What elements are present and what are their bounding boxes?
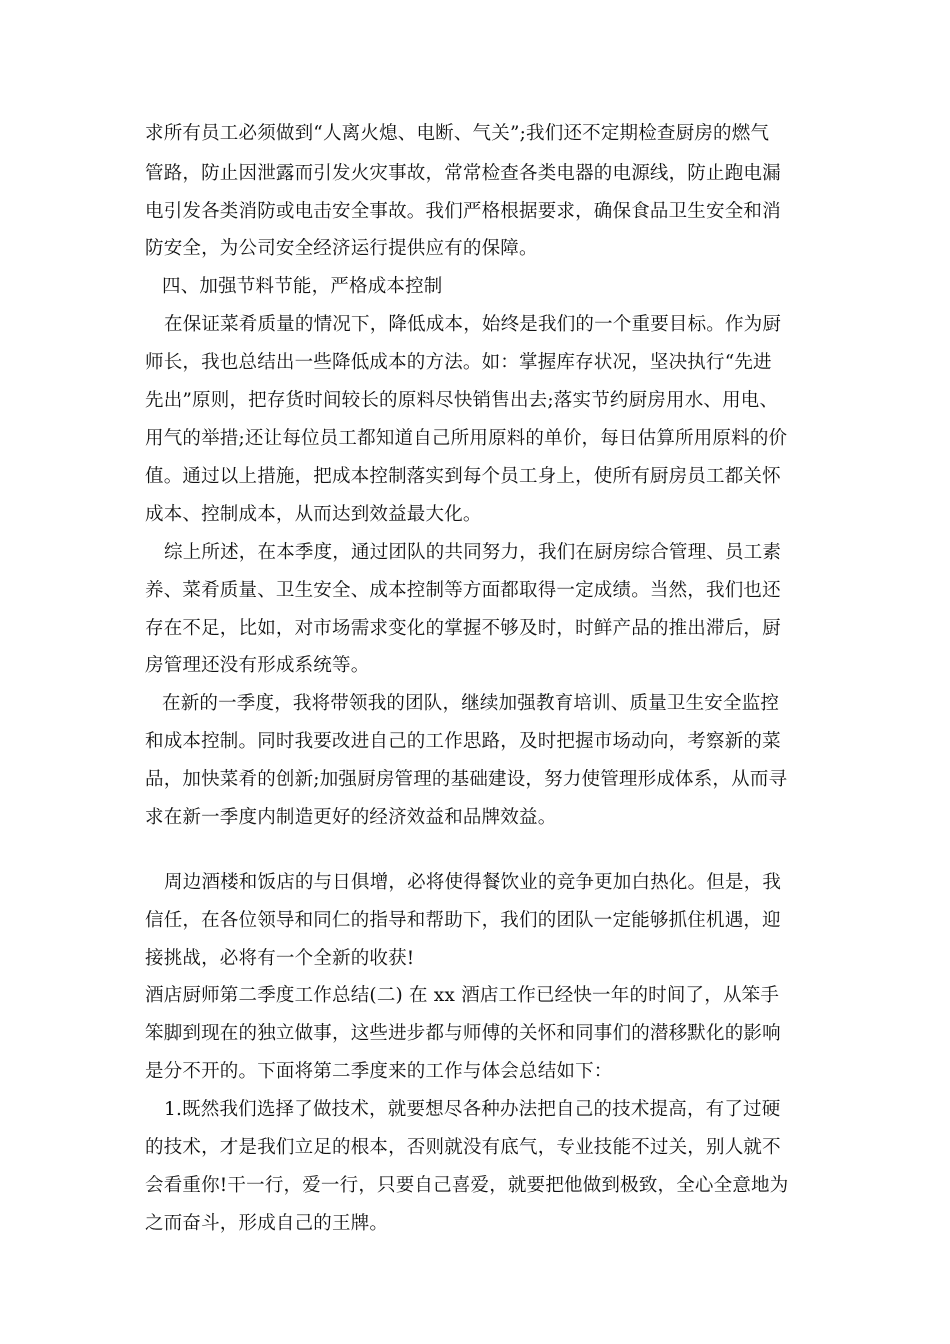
text-line: 用气的举措;还让每位员工都知道自己所用原料的单价，每日估算所用原料的价 (145, 428, 788, 449)
text-line: 是分不开的。下面将第二季度来的工作与体会总结如下： (145, 1061, 613, 1082)
text-line: 房管理还没有形成系统等。 (145, 655, 370, 676)
text-line: 防安全，为公司安全经济运行提供应有的保障。 (145, 238, 538, 259)
text-line: 先出”原则，把存货时间较长的原料尽快销售出去;落实节约厨房用水、用电、 (145, 390, 779, 411)
text-line: 在新的一季度，我将带领我的团队，继续加强教育培训、质量卫生安全监控 (162, 693, 780, 714)
text-line: 值。通过以上措施，把成本控制落实到每个员工身上，使所有厨房员工都关怀 (145, 466, 781, 487)
text-line: 1.既然我们选择了做技术，就要想尽各种办法把自己的技术提高，有了过硬 (164, 1099, 781, 1120)
text-line: 成本、控制成本，从而达到效益最大化。 (145, 504, 482, 525)
text-line: 综上所述，在本季度，通过团队的共同努力，我们在厨房综合管理、员工素 (164, 542, 782, 563)
text-line: 存在不足，比如，对市场需求变化的掌握不够及时，时鲜产品的推出滞后，厨 (145, 618, 781, 639)
text-line: 品，加快菜肴的创新;加强厨房管理的基础建设，努力使管理形成体系，从而寻 (145, 769, 788, 790)
text-line: 管路，防止因泄露而引发火灾事故，常常检查各类电器的电源线，防止跑电漏 (145, 163, 781, 184)
text-line: 在保证菜肴质量的情况下，降低成本，始终是我们的一个重要目标。作为厨 (164, 314, 782, 335)
text-line: 求所有员工必须做到“人离火熄、电断、气关”;我们还不定期检查厨房的燃气 (145, 123, 770, 144)
section-heading: 四、加强节料节能，严格成本控制 (162, 276, 443, 297)
text-line: 和成本控制。同时我要改进自己的工作思路，及时把握市场动向，考察新的菜 (145, 731, 781, 752)
text-line: 师长，我也总结出一些降低成本的方法。如：掌握库存状况，坚决执行“先进 (145, 352, 772, 373)
text-line: 周边酒楼和饭店的与日俱增，必将使得餐饮业的竞争更加白热化。但是，我 (164, 872, 782, 893)
text-line: 电引发各类消防或电击安全事故。我们严格根据要求，确保食品卫生安全和消 (145, 201, 781, 222)
text-line: 信任，在各位领导和同仁的指导和帮助下，我们的团队一定能够抓住机遇，迎 (145, 910, 781, 931)
text-line: 养、菜肴质量、卫生安全、成本控制等方面都取得一定成绩。当然，我们也还 (145, 580, 781, 601)
text-line: 笨脚到现在的独立做事，这些进步都与师傅的关怀和同事们的潜移默化的影响 (145, 1023, 781, 1044)
text-line: 求在新一季度内制造更好的经济效益和品牌效益。 (145, 807, 557, 828)
text-line: 接挑战，必将有一个全新的收获! (145, 948, 415, 969)
text-line: 之而奋斗，形成自己的王牌。 (145, 1213, 389, 1234)
text-line: 会看重你!干一行，爱一行，只要自己喜爱，就要把他做到极致，全心全意地为 (145, 1175, 789, 1196)
text-line: 的技术，才是我们立足的根本，否则就没有底气，专业技能不过关，别人就不 (145, 1137, 781, 1158)
document-title-line: 酒店厨师第二季度工作总结(二) 在 xx 酒店工作已经快一年的时间了，从笨手 (145, 985, 780, 1006)
